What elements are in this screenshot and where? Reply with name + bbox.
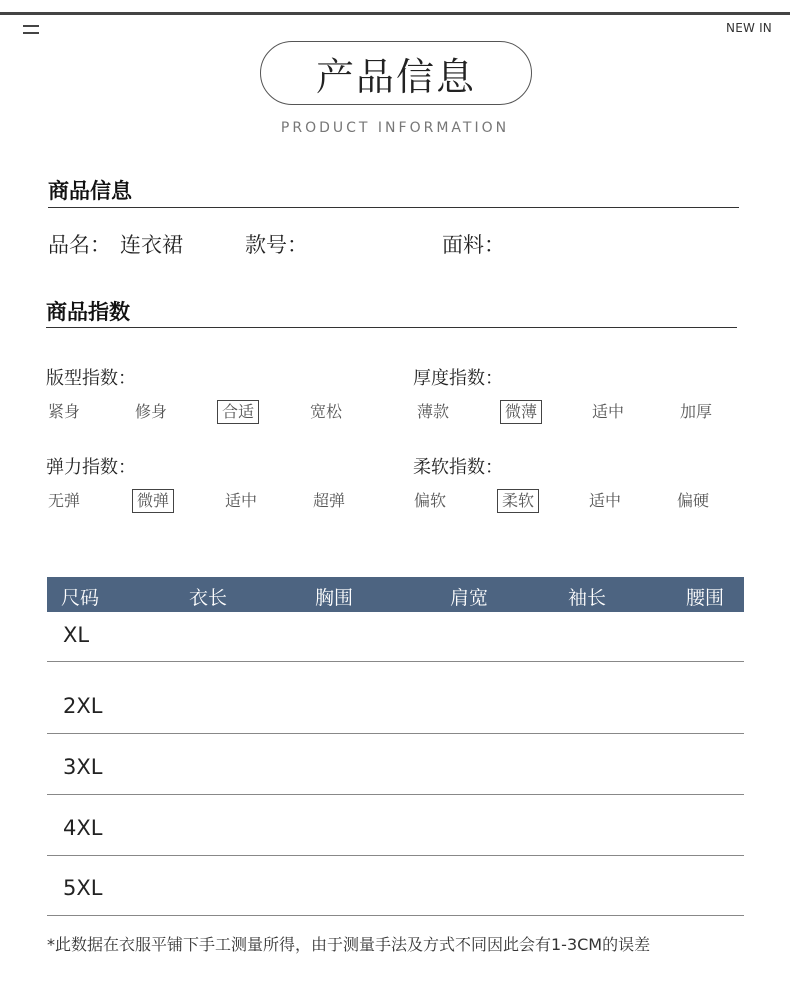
- size-cell: 3XL: [63, 755, 103, 779]
- size-cell: 5XL: [63, 876, 103, 900]
- index-title: 柔软指数：: [413, 457, 503, 478]
- index-option: 无弹: [48, 491, 81, 510]
- index-option: 薄款: [417, 402, 450, 421]
- index-title: 弹力指数：: [46, 457, 136, 478]
- index-option: 加厚: [680, 402, 713, 421]
- index-option: 适中: [589, 491, 622, 510]
- index-title: 版型指数：: [46, 368, 136, 389]
- name-label: 品名：: [48, 233, 111, 257]
- size-cell: 2XL: [63, 694, 103, 718]
- page-title: 产品信息: [260, 41, 532, 105]
- goods-index-divider: [46, 327, 737, 328]
- goods-info-heading: 商品信息: [48, 179, 132, 203]
- index-option: 宽松: [310, 402, 343, 421]
- table-row: [47, 734, 744, 795]
- size-table-header-cell: 衣长: [189, 587, 228, 609]
- index-title: 厚度指数：: [413, 368, 503, 389]
- table-row: [47, 795, 744, 856]
- fabric-label: 面料：: [442, 233, 505, 257]
- index-option-selected: 微薄: [500, 400, 542, 424]
- size-table-header-cell: 胸围: [315, 587, 354, 609]
- size-table: [47, 577, 744, 900]
- index-option: 适中: [225, 491, 258, 510]
- new-in-label: NEW IN: [726, 21, 772, 35]
- index-option: 超弹: [313, 491, 346, 510]
- index-option: 紧身: [48, 402, 81, 421]
- table-row: [47, 612, 744, 662]
- top-rule: [0, 12, 790, 15]
- index-option: 偏软: [414, 491, 447, 510]
- menu-icon[interactable]: [23, 25, 39, 35]
- name-value: 连衣裙: [120, 233, 183, 257]
- style-label: 款号：: [245, 233, 308, 257]
- goods-info-divider: [48, 207, 739, 208]
- size-cell: XL: [63, 623, 90, 647]
- size-table-header: [47, 577, 744, 612]
- index-option: 修身: [135, 402, 168, 421]
- page-subtitle: PRODUCT INFORMATION: [280, 120, 510, 136]
- measurement-footnote: *此数据在衣服平铺下手工测量所得，由于测量手法及方式不同因此会有1-3CM的误差: [47, 935, 651, 954]
- size-cell: 4XL: [63, 816, 103, 840]
- size-table-header-cell: 腰围: [686, 587, 725, 609]
- index-option: 偏硬: [677, 491, 710, 510]
- index-option-selected: 微弹: [132, 489, 174, 513]
- size-table-header-cell: 肩宽: [450, 587, 489, 609]
- index-option: 适中: [592, 402, 625, 421]
- table-row: [47, 673, 744, 734]
- table-row: [47, 855, 744, 916]
- goods-index-heading: 商品指数: [46, 300, 130, 324]
- size-table-header-cell: 袖长: [568, 587, 607, 609]
- size-table-header-cell: 尺码: [61, 587, 100, 609]
- index-option-selected: 柔软: [497, 489, 539, 513]
- index-option-selected: 合适: [217, 400, 259, 424]
